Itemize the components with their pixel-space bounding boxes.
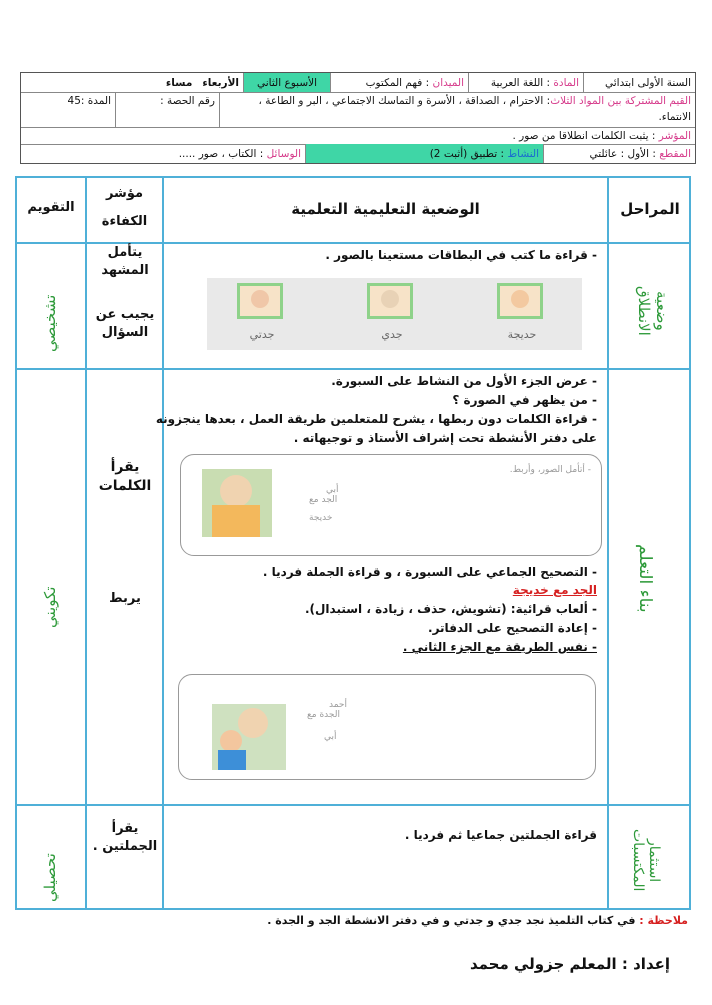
grandfather-face [381, 290, 399, 308]
subject-cell [468, 73, 583, 92]
row2-line-4: على دفتر الأنشطة تحت إشراف الأستاذ و توجيهاته . [293, 431, 597, 445]
box2-word-2: الجدة مع [307, 710, 340, 720]
subject-value: : اللغة العربية [490, 76, 551, 89]
row1-instruction: - قراءة ما كتب في البطاقات مستعينا بالصور . [325, 248, 597, 262]
word-cards-strip [207, 278, 582, 350]
row2-line-2: - من يظهر في الصورة ؟ [452, 393, 597, 407]
box1-word-2: الجد مع [309, 495, 338, 505]
header-stages: المراحل [620, 200, 680, 218]
week-cell [243, 73, 330, 92]
box1-word-1: أبي [326, 485, 339, 495]
session-label: رقم الحصة : [160, 95, 215, 107]
header-indicators-1: مؤشر [105, 186, 144, 201]
indicator-answer: يجيب عن السؤال [95, 307, 155, 340]
row2-line-1: - عرض الجزء الأول من النشاط على السبورة. [331, 374, 597, 388]
row2-line-6: - ألعاب قرائية: (تشويش، حذف ، زيادة ، استبدال). [304, 602, 597, 616]
box1-instruction: - أتأمل الصور، وأربط. [509, 465, 591, 475]
exercise-box-2 [178, 674, 596, 780]
field-value: : فهم المكتوب [365, 76, 430, 89]
row-divider [17, 804, 689, 806]
duration-value: المدة :45 [67, 95, 111, 107]
boy-head [220, 730, 242, 752]
note-text: في كتاب التلميذ نجد جدي و جدتي و في دفتر الانشطة الجد و الجدة . [267, 914, 636, 927]
stage-launch: وضعية الانطلاق [635, 286, 671, 336]
grandmother-head [238, 708, 268, 738]
header-row-4 [21, 144, 695, 163]
col-divider [607, 178, 609, 908]
session-cell [115, 92, 219, 127]
note [267, 914, 688, 927]
header-row-2 [21, 92, 695, 128]
values-cell [219, 92, 695, 127]
lesson-info-header [20, 72, 696, 164]
tools-value: : الكتاب ، صور ..... [178, 147, 264, 160]
week-value: الأسبوع الثاني [256, 76, 318, 89]
exercise-box-1 [180, 454, 602, 556]
indicator-observe: يتأمل المشهد [101, 245, 149, 278]
activity-value: : تطبيق (أثبت 2) [429, 147, 505, 160]
note-label: ملاحظة : [639, 914, 688, 927]
day-cell [21, 73, 243, 92]
grandmother-face [251, 290, 269, 308]
activity-label: النشاط [507, 147, 539, 160]
indicator-read-sentences: يقرأ الجملتين . [92, 821, 158, 854]
card-word-2: جدي [381, 328, 403, 341]
indicator-label: المؤشر [658, 129, 691, 142]
grandfather-card-image [367, 283, 413, 319]
stage-investment: استثمار المكتسبات [630, 829, 662, 892]
header-evaluation: التقويم [27, 200, 75, 215]
row2-line-5: - التصحيح الجماعي على السبورة ، و قراءة الجملة فرديا . [262, 565, 597, 579]
indicator-cell [21, 127, 695, 144]
field-cell [330, 73, 468, 92]
card-word-1: حديجة [507, 328, 537, 341]
unit-label: المقطع [659, 147, 691, 160]
grandfather-body [212, 505, 260, 537]
row3-instruction: قراءة الجملتين جماعيا ثم فرديا . [404, 828, 597, 842]
row2-line-7: - إعادة التصحيح على الدفاتر. [428, 621, 597, 635]
time-value: مساء [165, 76, 193, 89]
boy-body [218, 750, 246, 770]
card-word-3: جدتي [249, 328, 275, 341]
field-label: الميدان [432, 76, 464, 89]
box1-word-3: خديجة [309, 513, 333, 523]
author-signature: إعداد : المعلم جزولي محمد [469, 955, 670, 973]
header-row-1 [21, 73, 695, 93]
grandfather-head [220, 475, 252, 507]
subject-label: المادة [553, 76, 579, 89]
year-cell [583, 73, 695, 92]
box2-word-3: أبي [324, 732, 337, 742]
values-text: : الاحترام ، الصداقة ، الأسرة و التماسك الاجتماعي ، البر و الطاعة ، الانتماء. [258, 95, 691, 123]
eval-formative: تكويني [41, 586, 59, 628]
row2-sentence: الجد مع خديجة [512, 583, 597, 597]
indicator-link: يربط [109, 591, 141, 606]
grandfather-girl-image [202, 469, 272, 537]
eval-summative: تحصيلي [41, 853, 59, 902]
box2-word-1: أحمد [329, 700, 347, 710]
header-row-3 [21, 127, 695, 145]
indicator-text: : يثبت الكلمات انطلاقا من صور . [512, 129, 656, 142]
unit-cell [543, 144, 695, 163]
lesson-table [15, 176, 691, 910]
duration-cell [21, 92, 115, 127]
row2-line-8: - نفس الطريقة مع الجزء الثاني . [402, 640, 597, 654]
col-divider [85, 178, 87, 908]
values-label: القيم المشتركة بين المواد الثلاث [550, 95, 691, 107]
day-value: الأربعاء [202, 76, 239, 89]
activity-cell [305, 144, 543, 163]
row2-line-3: - قراءة الكلمات دون ربطها ، يشرح للمتعلمين طريقة العمل ، بعدها ينجزونه [155, 412, 597, 426]
col-divider [162, 178, 164, 908]
header-situation: الوضعية التعليمية التعلمية [291, 200, 480, 218]
tools-cell [21, 144, 305, 163]
girl-face [511, 290, 529, 308]
unit-value: : الأول : عائلتي [589, 147, 656, 160]
year-label: السنة الأولى ابتدائي [605, 76, 691, 89]
stage-building: بناء التعلم [635, 543, 655, 613]
row-divider [17, 368, 689, 370]
header-indicators-2: الكفاءة [101, 214, 148, 229]
tools-label: الوسائل [266, 147, 301, 160]
girl-card-image [497, 283, 543, 319]
grandmother-card-image [237, 283, 283, 319]
eval-diagnostic: تشخيصي [41, 294, 59, 352]
indicator-read-words: يقرأ الكلمات [98, 459, 152, 494]
grandmother-boy-image [212, 704, 286, 770]
